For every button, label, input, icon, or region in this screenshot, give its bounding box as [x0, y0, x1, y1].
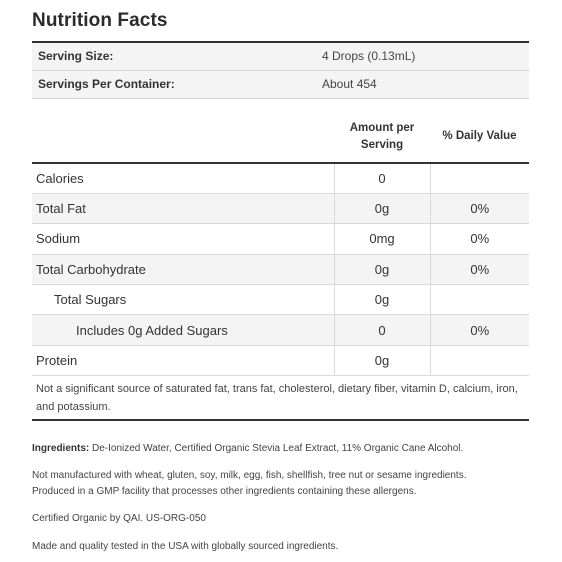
nutrient-daily-value: 0% — [430, 193, 529, 223]
serving-table — [32, 41, 529, 99]
certification-statement: Certified Organic by QAI. US-ORG-050 — [32, 513, 206, 524]
nutrient-table — [32, 162, 529, 376]
nutrient-amount: 0g — [334, 285, 430, 315]
daily-value-header: % Daily Value — [442, 130, 517, 142]
serving-size-row — [32, 42, 529, 70]
servings-per-container-label: Servings Per Container: — [32, 70, 316, 98]
nutrient-name: Protein — [32, 345, 334, 375]
allergen-statement — [32, 468, 529, 499]
nutrient-daily-value — [430, 285, 529, 315]
ingredients-statement — [32, 441, 529, 457]
nutrient-name: Total Fat — [32, 193, 334, 223]
table-row — [32, 285, 529, 315]
nutrient-name: Calories — [32, 163, 334, 193]
page-title: Nutrition Facts — [32, 10, 168, 31]
amount-per-serving-header: Amount per Serving — [349, 122, 415, 151]
nutrient-amount: 0g — [334, 254, 430, 284]
nutrient-table-header — [32, 120, 529, 162]
nutrient-amount: 0 — [334, 315, 430, 345]
nutrient-daily-value — [430, 345, 529, 375]
allergen-line: Produced in a GMP facility that processes other ingredients containing these allergens. — [32, 485, 417, 497]
footnote: Not a significant source of saturated fat, trans fat, cholesterol, dietary fiber, vitamin D, calcium, iron, and potassium. — [32, 376, 529, 421]
table-row — [32, 315, 529, 345]
nutrient-daily-value: 0% — [430, 224, 529, 254]
nutrient-daily-value — [430, 163, 529, 193]
nutrient-name: Total Sugars — [32, 285, 334, 315]
nutrient-amount: 0 — [334, 163, 430, 193]
servings-per-container-value: About 454 — [316, 70, 529, 98]
nutrient-daily-value: 0% — [430, 315, 529, 345]
nutrient-name: Includes 0g Added Sugars — [32, 315, 334, 345]
table-row — [32, 193, 529, 223]
serving-size-value: 4 Drops (0.13mL) — [316, 42, 529, 70]
ingredients-label: Ingredients: — [32, 443, 90, 454]
nutrient-amount: 0g — [334, 345, 430, 375]
serving-size-label: Serving Size: — [32, 42, 316, 70]
table-row — [32, 224, 529, 254]
table-row — [32, 254, 529, 284]
allergen-line: Not manufactured with wheat, gluten, soy, milk, egg, fish, shellfish, tree nut or sesame ingredients. — [32, 470, 467, 481]
nutrient-daily-value: 0% — [430, 254, 529, 284]
nutrient-name: Total Carbohydrate — [32, 254, 334, 284]
table-row — [32, 163, 529, 193]
table-row — [32, 345, 529, 375]
nutrient-amount: 0g — [334, 193, 430, 223]
nutrient-amount: 0mg — [334, 224, 430, 254]
servings-per-container-row — [32, 70, 529, 98]
origin-statement: Made and quality tested in the USA with globally sourced ingredients. — [32, 541, 339, 552]
ingredients-text: De-Ionized Water, Certified Organic Stevia Leaf Extract, 11% Organic Cane Alcohol. — [89, 443, 464, 454]
nutrient-name: Sodium — [32, 224, 334, 254]
